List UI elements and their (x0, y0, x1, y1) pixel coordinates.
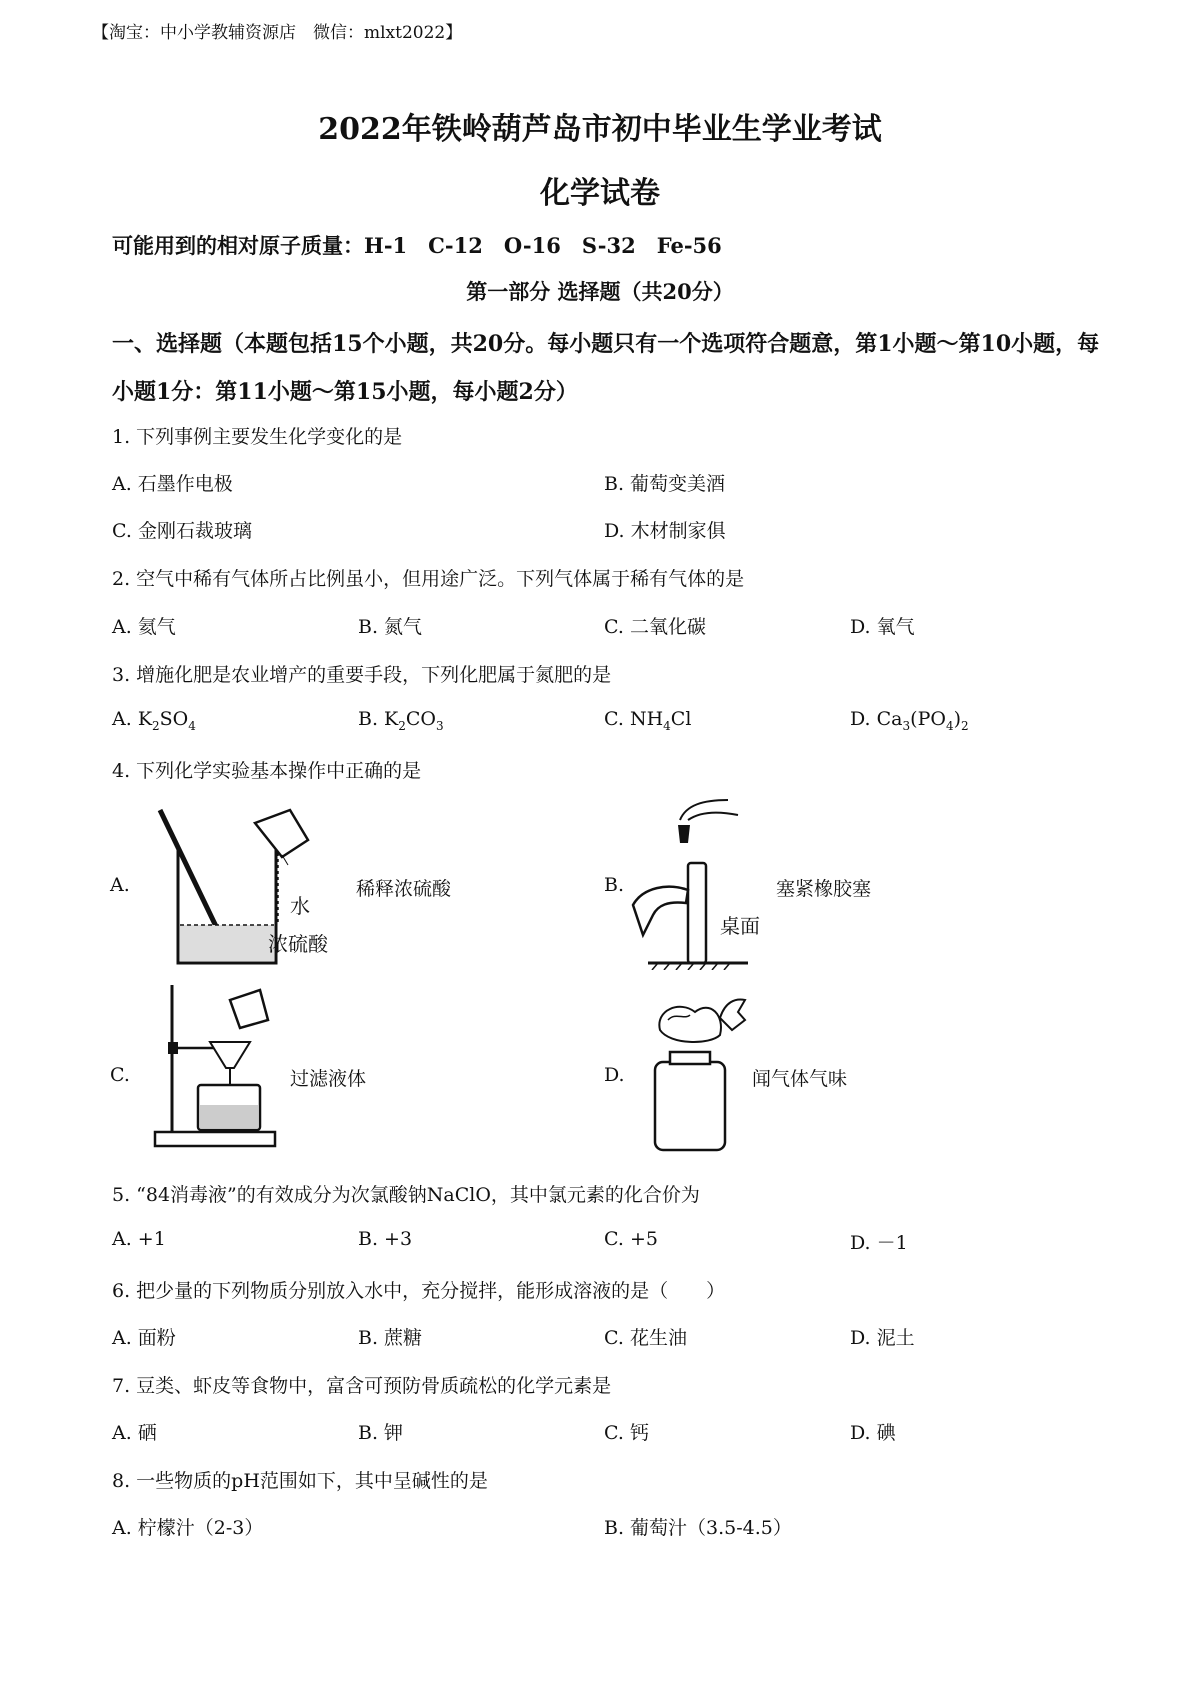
q3-option-b: B. $K_2CO_3$ (358, 708, 444, 733)
part-title: 第一部分 选择题（共20分） (466, 279, 734, 304)
question-3-stem: 3. 增施化肥是农业增产的重要手段，下列化肥属于氮肥的是 (112, 664, 612, 686)
q4-caption-d: 闻气体气味 (752, 1068, 848, 1090)
question-4-stem: 4. 下列化学实验基本操作中正确的是 (112, 760, 422, 782)
q4-option-d-label: D. (604, 1064, 625, 1086)
q5-option-b: B. +3 (358, 1228, 413, 1250)
q1-option-c: C. 金刚石裁玻璃 (112, 520, 252, 542)
question-2-stem: 2. 空气中稀有气体所占比例虽小，但用途广泛。下列气体属于稀有气体的是 (112, 568, 745, 590)
question-7-stem: 7. 豆类、虾皮等食物中，富含可预防骨质疏松的化学元素是 (112, 1375, 612, 1397)
exam-subtitle: 化学试卷 (540, 176, 660, 211)
question-6-stem: 6. 把少量的下列物质分别放入水中，充分搅拌，能形成溶液的是（ ） (112, 1280, 726, 1302)
q8-option-a: A. 柠檬汁（2-3） (112, 1517, 264, 1539)
q5-option-d: D. －1 (850, 1232, 908, 1254)
atomic-masses: 可能用到的相对原子质量：H-1 C-12 O-16 S-32 Fe-56 (112, 233, 722, 258)
q4-option-c-label: C. (110, 1064, 130, 1086)
question-1-stem: 1. 下列事例主要发生化学变化的是 (112, 426, 403, 448)
q2-option-b: B. 氮气 (358, 616, 423, 638)
q3-option-a: A. $K_2SO_4$ (112, 708, 196, 733)
q6-option-d: D. 泥土 (850, 1327, 915, 1349)
label-conc-acid: 浓硫酸 (268, 932, 328, 956)
q7-option-a: A. 硒 (112, 1422, 157, 1444)
q7-option-d: D. 碘 (850, 1422, 896, 1444)
q8-option-b: B. 葡萄汁（3.5-4.5） (604, 1517, 792, 1539)
q1-option-d: D. 木材制家俱 (604, 520, 726, 542)
section-title: 一、选择题（本题包括15个小题，共20分。每小题只有一个选项符合题意，第1小题～第10小题，每小题1分：第11小题～第15小题，每小题2分） (112, 331, 1100, 405)
label-water: 水 (290, 894, 310, 918)
q4-option-a-label: A. (110, 874, 130, 896)
question-5-stem: 5. “84消毒液”的有效成分为次氯酸钠NaClO，其中氯元素的化合价为 (112, 1184, 700, 1206)
label-table: 桌面 (720, 914, 760, 938)
q6-option-a: A. 面粉 (112, 1327, 176, 1349)
q2-option-c: C. 二氧化碳 (604, 616, 706, 638)
q7-option-b: B. 钾 (358, 1422, 404, 1444)
figure-smell-gas (640, 990, 750, 1155)
q2-option-d: D. 氧气 (850, 616, 915, 638)
q7-option-c: C. 钙 (604, 1422, 649, 1444)
header-watermark: 【淘宝：中小学教辅资源店 微信：mlxt2022】 (92, 23, 463, 43)
q6-option-c: C. 花生油 (604, 1327, 687, 1349)
q6-option-b: B. 蔗糖 (358, 1327, 423, 1349)
question-8-stem: 8. 一些物质的pH范围如下，其中呈碱性的是 (112, 1470, 488, 1492)
q3-option-d: D. $Ca_3(PO_4)_2$ (850, 708, 969, 733)
q1-option-a: A. 石墨作电极 (112, 473, 233, 495)
q5-option-a: A. +1 (112, 1228, 166, 1250)
q4-option-b-label: B. (604, 874, 625, 896)
q2-option-a: A. 氦气 (112, 616, 176, 638)
q4-caption-a: 稀释浓硫酸 (356, 878, 452, 900)
q3-option-c: C. $NH_4Cl$ (604, 708, 692, 733)
q4-caption-b: 塞紧橡胶塞 (776, 878, 872, 900)
figure-stopper (628, 795, 758, 970)
exam-title: 2022年铁岭葫芦岛市初中毕业生学业考试 (318, 112, 882, 147)
q1-option-b: B. 葡萄变美酒 (604, 473, 726, 495)
figure-filtration (150, 980, 280, 1155)
q5-option-c: C. +5 (604, 1228, 658, 1250)
q4-caption-c: 过滤液体 (290, 1068, 367, 1090)
